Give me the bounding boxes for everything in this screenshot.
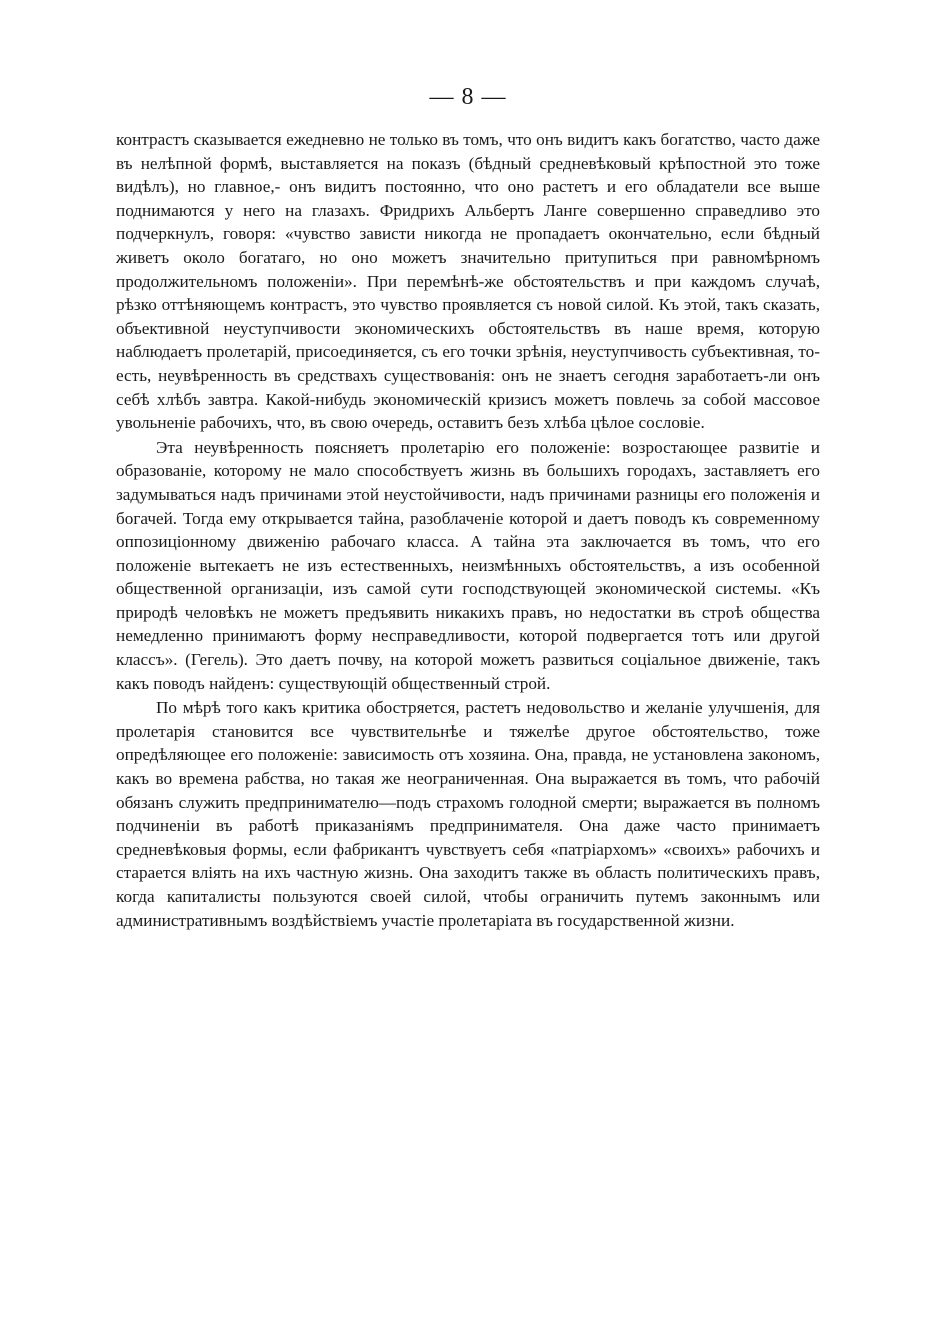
body-text [116,128,820,932]
paragraph-1: контрастъ сказывается ежедневно не только въ томъ, что онъ видитъ какъ богатство, часто даже въ нелѣпной формѣ, выставляется на показъ (бѣдный средневѣковый крѣпостной это тоже видѣлъ), но главное,- онъ видитъ постоянно, что оно растетъ и его обладатели все выше поднимаются у него на глазахъ. Фридрихъ Альбертъ Ланге совершенно справедливо это подчеркнулъ, говоря: «чувство зависти никогда не пропадаетъ окончательно, если бѣдный живетъ около богатаго, но оно можетъ значительно притупиться при равномѣрномъ продолжительномъ положеніи». При перемѣнѣ-же обстоятельствъ и при каждомъ случаѣ, рѣзко оттѣняющемъ контрастъ, это чувство проявляется съ новой силой. Къ этой, такъ сказать, объективной неуступчивости экономическихъ обстоятельствъ въ наше время, которую наблюдаетъ пролетарій, присоединяется, съ его точки зрѣнія, неуступчивость субъективная, то-есть, неувѣренность въ средствахъ существованія: онъ не знаетъ сегодня заработаетъ-ли онъ себѣ хлѣбъ завтра. Какой-нибудь экономическій кризисъ можетъ повлечь за собой массовое увольненіе рабочихъ, что, въ свою очередь, оставитъ безъ хлѣба цѣлое сословіе. [116,130,820,433]
page-number: — 8 — [429,84,507,110]
paragraph-2: Эта неувѣренность поясняетъ пролетарію его положеніе: возростающее развитіе и образованіе, которому не мало способствуетъ жизнь въ большихъ городахъ, заставляетъ его задумываться надъ причинами этой неустойчивости, надъ причинами разницы его положенія и богачей. Тогда ему открывается тайна, разоблаченіе которой и даетъ поводъ къ современному оппозиціонному движенію рабочаго класса. А тайна эта заключается въ томъ, что его положеніе вытекаетъ не изъ естественныхъ, неизмѣнныхъ обстоятельствъ, а изъ особенной общественной организаціи, изъ самой сути господствующей экономической системы. «Къ природѣ человѣкъ не можетъ предъявить никакихъ правъ, но недостатки въ строѣ общества немедленно принимаютъ форму несправедливости, которой подвергается тотъ или другой классъ». (Гегель). Это даетъ почву, на которой можетъ развиться соціальное движеніе, такъ какъ поводъ найденъ: существующій общественный строй. [116,437,820,693]
paragraph-3: По мѣрѣ того какъ критика обостряется, растетъ недовольство и желаніе улучшенія, для пролетарія становится все чувствительнѣе и тяжелѣе другое обстоятельство, тоже опредѣляющее его положеніе: зависимость отъ хозяина. Она, правда, не установлена закономъ, какъ во времена рабства, но такая же неограниченная. Она выражается въ томъ, что рабочій обязанъ служить предпринимателю—подъ страхомъ голодной смерти; выражается въ полномъ подчиненіи въ работѣ приказаніямъ предпринимателя. Она даже часто принимаетъ средневѣковыя формы, если фабрикантъ чувствуетъ себя «патріархомъ» «своихъ» рабочихъ и старается вліять на ихъ частную жизнь. Она заходитъ также въ область политическихъ правъ, когда капиталисты пользуются своей силой, чтобы ограничить путемъ законнымъ или административнымъ воздѣйствіемъ участіе пролетаріата въ государственной жизни. [116,698,820,930]
